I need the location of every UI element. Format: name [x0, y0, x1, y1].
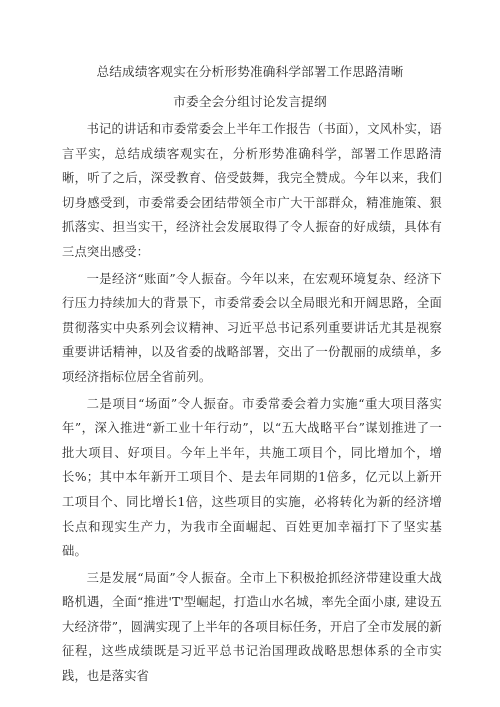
document-subtitle: 市委全会分组讨论发言提纲	[173, 94, 327, 109]
paragraph-projects: 二是项目“场面”令人振奋。市委常委会着力实施“重大项目落实年”，深入推进“新工业十年行动”，以“五大战略平台”谋划推进了一批大项目、好项目。今年上半年，共施工项目个，同比增加个，增长%；其中本年新开工项目个、是去年同期的1倍多，亿元以上新开工项目个、同比增长1倍，这些项目的实施，必将转化为新的经济增长点和现实生产力，为我市全面崛起、百姓更加幸福打下了坚实基础。	[62, 396, 442, 559]
paragraph-development: 三是发展“局面”令人振奋。全市上下积极抢抓经济带建设重大战略机遇，全面“推进'T'型崛起，打造山水名城，率先全面小康, 建设五大经济带”，圆满实现了上半年的各项目标任务，开启了全市发展的新征程，这些成绩既是习近平总书记治国理政战略思想体系的全市实践，也是落实省	[62, 570, 442, 684]
paragraph-economy: 一是经济“账面”令人振奋。今年以来，在宏观环境复杂、经济下行压力持续加大的背景下，市委常委会以全局眼光和开阔思路，全面贯彻落实中央系列会议精神、习近平总书记系列重要讲话尤其是视察重要讲话精神，以及省委的战略部署，交出了一份靓丽的成绩单，多项经济指标位居全省前列。	[62, 271, 442, 384]
document-title: 总结成绩客观实在分析形势准确科学部署工作思路清晰	[96, 64, 404, 79]
paragraph-intro: 书记的讲话和市委常委会上半年工作报告（书面），文风朴实，语言平实，总结成绩客观实在，分析形势准确科学，部署工作思路清晰，听了之后，深受教育、倍受鼓舞，我完全赞成。今年以来，我们切身感受到，市委常委会团结带领全市广大干部群众，精准施策、狠抓落实、担当实干，经济社会发展取得了令人振奋的好成绩，具体有三点突出感受：	[62, 122, 442, 259]
document-body	[62, 117, 442, 691]
